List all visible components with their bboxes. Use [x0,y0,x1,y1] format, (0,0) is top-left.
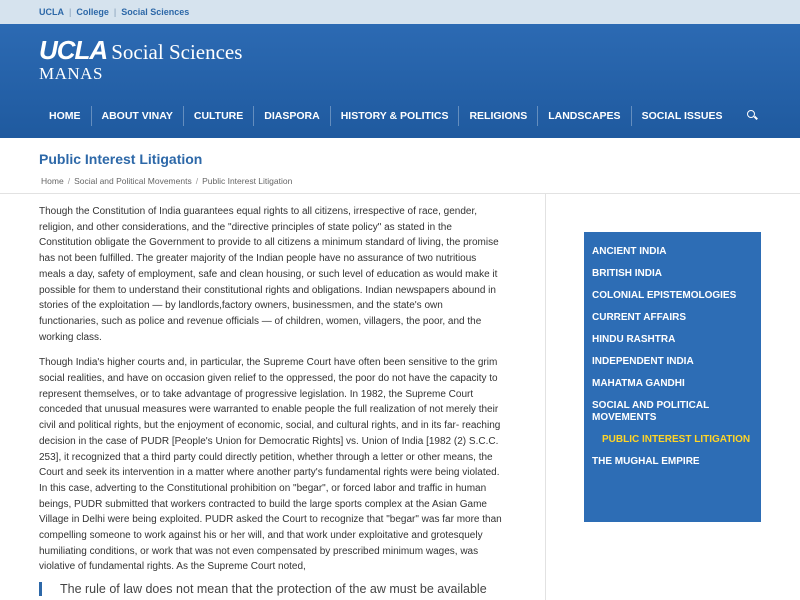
nav-item-social-issues[interactable]: SOCIAL ISSUES [631,106,733,126]
sidebar-item-ancient-india[interactable]: ANCIENT INDIA [592,246,667,257]
nav-item-about-vinay[interactable]: ABOUT VINAY [91,106,183,126]
column-divider [545,194,546,600]
nav-item-culture[interactable]: CULTURE [183,106,253,126]
nav-item-home[interactable]: HOME [49,110,81,122]
site-name-manas: MANAS [39,64,103,83]
sidebar-item-mahatma-gandhi[interactable]: MAHATMA GANDHI [592,378,685,389]
nav-item-landscapes[interactable]: LANDSCAPES [537,106,630,126]
sidebar-menu [584,232,761,522]
nav-item-history-politics[interactable]: HISTORY & POLITICS [330,106,459,126]
topbar-link-college[interactable]: College [76,7,109,17]
breadcrumb-separator: / [67,176,71,186]
page-title: Public Interest Litigation [39,151,203,167]
search-icon[interactable] [746,109,760,123]
breadcrumb-social-political-movements[interactable]: Social and Political Movements [74,176,192,186]
nav-item-religions[interactable]: RELIGIONS [458,106,537,126]
top-utility-bar [0,0,800,24]
sidebar-item-hindu-rashtra[interactable]: HINDU RASHTRA [592,334,676,345]
breadcrumb-home[interactable]: Home [41,176,64,186]
sidebar-item-independent-india[interactable]: INDEPENDENT INDIA [592,356,694,367]
page-title-bar [0,138,800,194]
sidebar-item-colonial-epistemologies[interactable]: COLONIAL EPISTEMOLOGIES [592,290,737,301]
logo-ucla: UCLA [39,35,108,65]
breadcrumb-separator: / [195,176,199,186]
topbar-link-social-sciences[interactable]: Social Sciences [121,7,190,17]
main-nav [39,106,760,126]
breadcrumb-current: Public Interest Litigation [202,176,293,186]
sidebar-item-public-interest-litigation[interactable]: PUBLIC INTEREST LITIGATION [602,434,751,445]
sidebar-item-british-india[interactable]: BRITISH INDIA [592,268,662,279]
article-body [39,204,505,585]
site-header [0,24,800,138]
article-paragraph: Though India's higher courts and, in particular, the Supreme Court have often been sensitive to the grim social realities, and have on occasion given relief to the oppressed, the poor do not have the capacity to represent themselves, or to take advantage of progressive legislation. In 1982, the Supreme Court conceded that unusual measures were warranted to enable people the full realization of not merely their civil and political rights, but the enjoyment of economic, social, and cultural rights, and in its far- reaching decision in the case of PUDR [People's Union for Democratic Rights] vs. Union of India [1982 (2) S.C.C. 253], it recognized that a third party could directly petition, whether through a letter or other means, the Court and seek its intervention in a matter where another party's fundamental rights were being violated. In this case, adverting to the Constitutional prohibition on "begar", or forced labor and traffic in human beings, PUDR submitted that workers contracted to build the large sports complex at the Asian Game Village in Delhi were being exploited. PUDR asked the Court to recognize that "begar" was far more than compelling someone to work against his or her will, and that work under exploitative and grotesquely humiliating conditions, or work that was not even compensated by prescribed minimum wages, was violative of fundamental rights. As the Supreme Court noted, [39,357,502,573]
nav-item-diaspora[interactable]: DIASPORA [253,106,329,126]
logo-social-sciences: Social Sciences [111,40,243,64]
topbar-separator: | [69,7,72,17]
topbar-separator: | [113,7,117,17]
breadcrumb [41,176,292,186]
article-paragraph: Though the Constitution of India guarantees equal rights to all citizens, irrespective of race, gender, religion, and other considerations, and the "directive principles of state policy" as stated in the Constitution obligate the Government to provide to all citizens a minimum standard of living, the promise has not been fulfilled. The greater majority of the Indian people have no assurance of two nutritious meals a day, safety of employment, safe and clean housing, or such level of education as would make it possible for them to understand their constitutional rights and obligations. Indian newspapers abound in stories of the exploitation — by landlords,factory owners, businessmen, and the state's own functionaries, such as police and revenue officials — of children, women, villagers, the poor, and the working class. [39,206,499,343]
blockquote: The rule of law does not mean that the protection of the aw must be available [39,582,505,596]
sidebar-item-current-affairs[interactable]: CURRENT AFFAIRS [592,312,687,323]
sidebar-item-social-political-movements[interactable]: SOCIAL AND POLITICAL MOVEMENTS [592,400,710,423]
topbar-link-ucla[interactable]: UCLA [39,7,64,17]
sidebar-item-mughal-empire[interactable]: THE MUGHAL EMPIRE [592,456,700,467]
site-logo[interactable] [39,35,242,84]
